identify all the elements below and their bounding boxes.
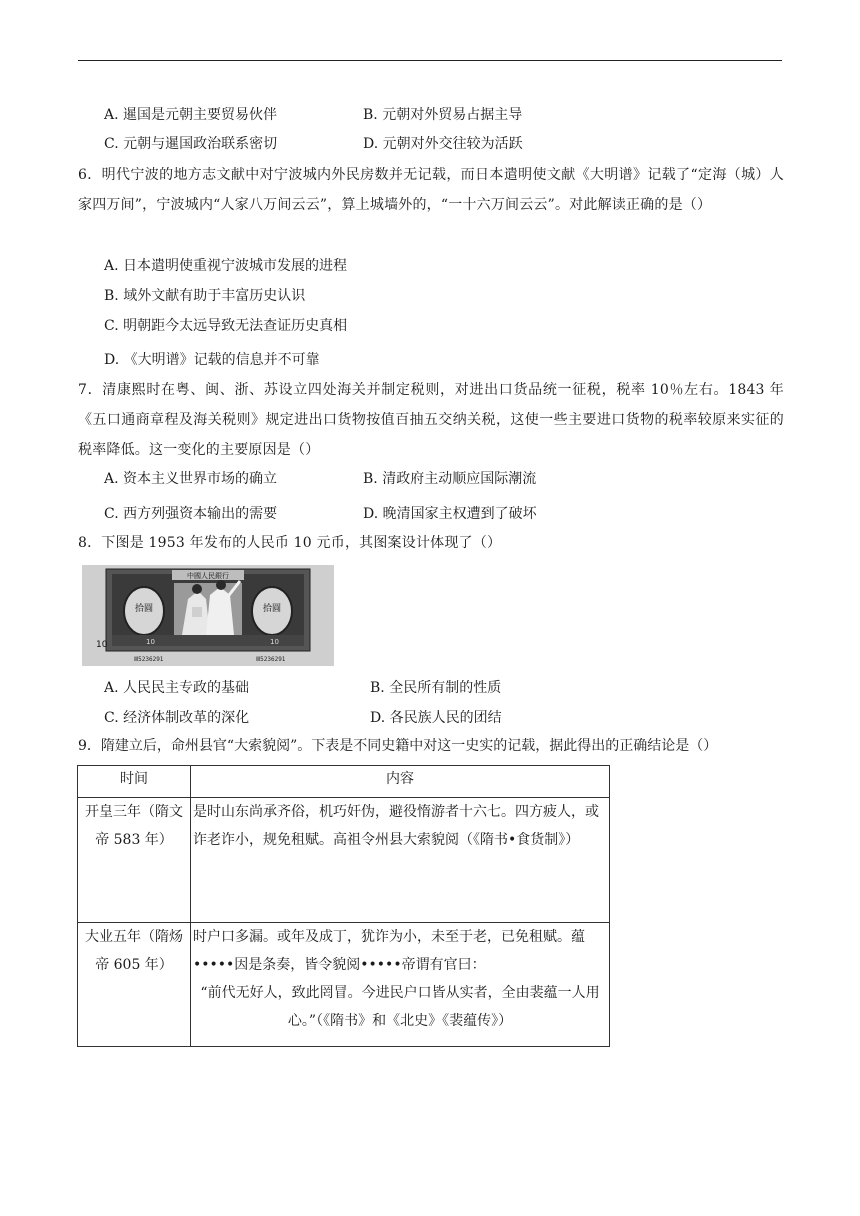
q8-stem: 8．下图是 1953 年发布的人民币 10 元币，其图案设计体现了（） (78, 535, 502, 551)
table-row (78, 798, 610, 923)
table-cell-content: 是时山东尚承齐俗，机巧奸伪，避役惰游者十六七。四方疲人，或诈老诈小，规免租赋。高祖令州县大索貌阅（《隋书•食货制》） (191, 798, 610, 923)
q7-option-b[interactable]: B. 清政府主动顺应国际潮流 (363, 471, 537, 487)
q6-stem: 6．明代宁波的地方志文献中对宁波城内外民房数并无记载，而日本遣明使文献《大明谱》记载了“定海（城）人家四万间”，宁波城内“人家八万间云云”，算上城墙外的，“一十六万间云云”。对此解读正确的是（） (78, 167, 784, 213)
banknote-numeral-mid-right: 10 (270, 638, 279, 646)
q6-option-c[interactable]: C. 明朝距今太远导致无法查证历史真相 (104, 318, 348, 334)
q7-option-a[interactable]: A. 资本主义世界市场的确立 (104, 471, 278, 487)
q7-option-c[interactable]: C. 西方列强资本输出的需要 (104, 506, 278, 522)
q7-option-d[interactable]: D. 晚清国家主权遭到了破坏 (363, 506, 537, 522)
header-rule (78, 60, 782, 61)
banknote-image (82, 565, 334, 666)
q6-option-d[interactable]: D. 《大明谱》记载的信息并不可靠 (104, 352, 320, 368)
banknote-left-value: 拾圓 (134, 604, 154, 614)
q6-option-b[interactable]: B. 域外文献有助于丰富历史认识 (104, 288, 306, 304)
q8-option-c[interactable]: C. 经济体制改革的深化 (104, 710, 250, 726)
table-cell-time: 开皇三年（隋文帝 583 年） (78, 798, 191, 923)
banknote-serial-right: Ⅲ5236291 (256, 656, 286, 663)
table-cell-content (191, 923, 610, 1047)
table-cell-time: 大业五年（隋炀帝 605 年） (78, 923, 191, 1047)
banknote-right-value: 拾圓 (262, 604, 282, 614)
table-cell-content-text: 时户口多漏。或年及成丁，犹诈为小，未至于老，已免租赋。蕴•••••因是条奏，皆令貌阅•••••帝谓有官曰： (193, 929, 585, 973)
table-cell-content-quote: “前代无好人，致此罔冒。今进民户口皆从实者，全由裴蕴一人用心。”（《隋书》和《北史》《裴蕴传》） (200, 985, 600, 1029)
banknote-numeral-mid-left: 10 (146, 638, 155, 646)
q8-option-b[interactable]: B. 全民所有制的性质 (370, 680, 502, 696)
table-row (78, 923, 610, 1047)
table-header-time: 时间 (78, 766, 191, 798)
table-header-row (78, 766, 610, 798)
q8-option-a[interactable]: A. 人民民主专政的基础 (104, 680, 250, 696)
q5-option-c[interactable]: C. 元朝与暹国政治联系密切 (104, 136, 278, 152)
banknote-header: 中國人民銀行 (187, 572, 229, 580)
q5-option-b[interactable]: B. 元朝对外贸易占据主导 (363, 107, 523, 123)
q5-option-a[interactable]: A. 暹国是元朝主要贸易伙伴 (104, 107, 278, 123)
q5-option-d[interactable]: D. 元朝对外交往较为活跃 (363, 136, 523, 152)
history-table (77, 765, 610, 1047)
banknote-serial-left: Ⅲ5236291 (134, 656, 164, 663)
table-header-content: 内容 (191, 766, 610, 798)
q6-option-a[interactable]: A. 日本遣明使重视宁波城市发展的进程 (104, 258, 348, 274)
banknote-numeral-left: 10 (96, 640, 108, 650)
q8-option-d[interactable]: D. 各民族人民的团结 (370, 710, 502, 726)
q7-stem: 7．清康熙时在粤、闽、浙、苏设立四处海关并制定税则，对进出口货品统一征税，税率 10％左右。1843 年《五口通商章程及海关税则》规定进出口货物按值百抽五交纳关税，这使一些主要进口货物的税率较原来实征的税率降低。这一变化的主要原因是（） (78, 382, 784, 458)
q9-stem: 9．隋建立后，命州县官“大索貌阅”。下表是不同史籍中对这一史实的记载，据此得出的正确结论是（） (78, 738, 718, 754)
